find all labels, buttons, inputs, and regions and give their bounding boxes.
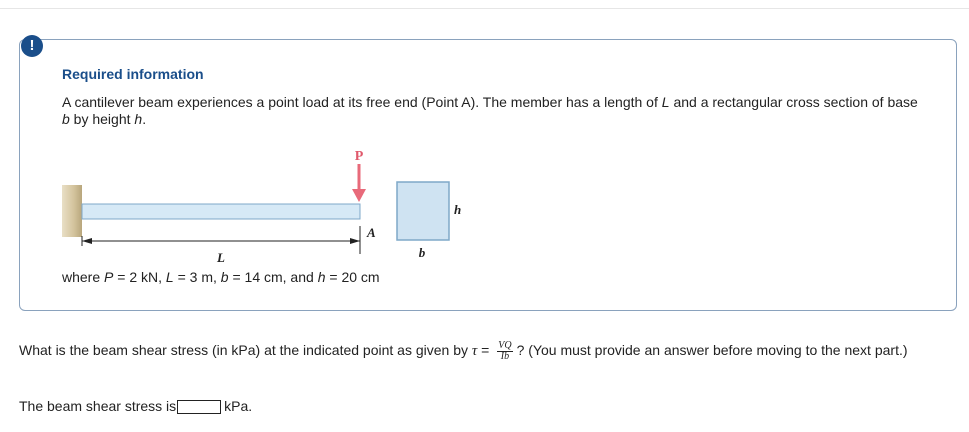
fraction-denominator: Ib [500, 350, 510, 362]
answer-input-box[interactable] [177, 400, 221, 414]
point-a-label: A [367, 225, 376, 240]
where-h-value: = 20 cm [325, 269, 380, 285]
where-P-symbol: P [104, 269, 114, 285]
answer-row [19, 398, 252, 414]
where-h-symbol: h [317, 269, 326, 285]
beam [82, 204, 360, 219]
load-label: P [354, 149, 364, 164]
question-text [19, 340, 954, 362]
where-L-value: = 3 m, [173, 269, 221, 285]
cross-section [397, 182, 449, 240]
alert-icon: ! [21, 35, 43, 57]
desc-text-1: A cantilever beam experiences a point load at its free end (Point A). The member has a length of [62, 94, 662, 110]
desc-var-h: h [134, 111, 143, 127]
where-L-symbol: L [165, 269, 174, 285]
height-label: h [454, 202, 462, 217]
where-P-value: = 2 kN, [113, 269, 166, 285]
base-label: b [418, 245, 426, 260]
load-arrow-head [352, 189, 366, 202]
answer-input[interactable] [178, 404, 220, 416]
desc-text-3: by height [69, 111, 135, 127]
cantilever-beam-figure [62, 144, 482, 266]
where-b-value: = 14 cm, and [228, 269, 318, 285]
wall-support [62, 185, 82, 237]
where-b-symbol: b [220, 269, 229, 285]
length-dim-right-arrow [350, 238, 360, 244]
desc-text-2: and a rectangular cross section of base [669, 94, 918, 110]
length-dim-left-arrow [82, 238, 92, 244]
desc-var-b: b [62, 111, 70, 127]
problem-description [62, 94, 922, 128]
given-values [62, 269, 380, 285]
top-divider [0, 8, 969, 9]
tau-symbol: τ [471, 343, 478, 359]
question-text-after: ? (You must provide an answer before moving to the next part.) [516, 342, 908, 358]
fraction-numerator: VQ [498, 339, 512, 351]
desc-var-L: L [661, 94, 670, 110]
shear-formula-fraction [497, 341, 512, 362]
answer-unit: kPa. [224, 398, 253, 414]
length-label: L [217, 250, 225, 265]
question-text-before: What is the beam shear stress (in kPa) at the indicated point as given by [19, 342, 472, 358]
required-info-title: Required information [62, 66, 204, 82]
desc-text-4: . [142, 111, 147, 127]
question-equals: = [477, 342, 494, 358]
answer-label: The beam shear stress is [19, 398, 177, 414]
where-prefix: where [62, 269, 105, 285]
